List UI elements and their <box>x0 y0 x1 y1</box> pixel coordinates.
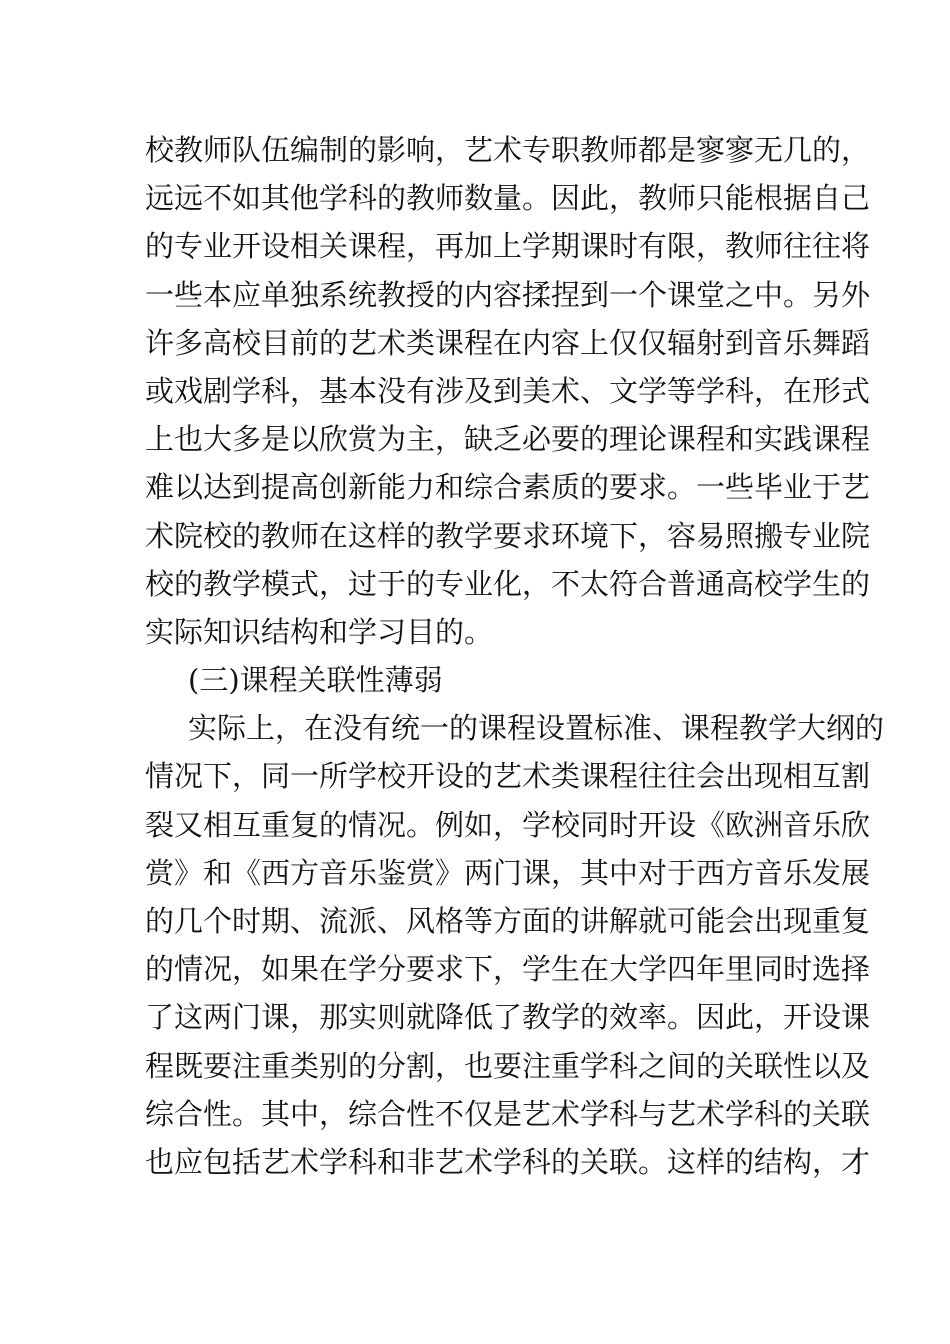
paragraph-1-line-9: 术院校的教师在这样的教学要求环境下，容易照搬专业院 <box>145 518 871 553</box>
paragraph-1-line-7: 上也大多是以欣赏为主，缺乏必要的理论课程和实践课程 <box>145 422 871 457</box>
paragraph-2-line-1: 实际上，在没有统一的课程设置标准、课程教学大纲的 <box>188 711 885 746</box>
document-body <box>145 126 885 1186</box>
paragraph-1-line-8: 难以达到提高创新能力和综合素质的要求。一些毕业于艺 <box>145 470 871 505</box>
paragraph-2-line-8: 程既要注重类别的分割，也要注重学科之间的关联性以及 <box>145 1048 871 1083</box>
paragraph-1-line-6: 或戏剧学科，基本没有涉及到美术、文学等学科，在形式 <box>145 373 871 408</box>
paragraph-2-line-4: 赏》和《西方音乐鉴赏》两门课，其中对于西方音乐发展 <box>145 855 871 890</box>
paragraph-2-line-6: 的情况，如果在学分要求下，学生在大学四年里同时选择 <box>145 952 871 987</box>
paragraph-1-line-4: 一些本应单独系统教授的内容揉捏到一个课堂之中。另外 <box>145 277 871 312</box>
paragraph-1-line-5: 许多高校目前的艺术类课程在内容上仅仅辐射到音乐舞蹈 <box>145 325 871 360</box>
paragraph-1-line-1: 校教师队伍编制的影响，艺术专职教师都是寥寥无几的， <box>145 133 871 167</box>
paragraph-2-line-10: 也应包括艺术学科和非艺术学科的关联。这样的结构，才 <box>145 1144 871 1179</box>
paragraph-2-line-2: 情况下，同一所学校开设的艺术类课程往往会出现相互割 <box>145 759 871 794</box>
paragraph-2-line-7: 了这两门课，那实则就降低了教学的效率。因此，开设课 <box>145 1000 871 1035</box>
paragraph-1-line-11: 实际知识结构和学习目的。 <box>145 614 494 649</box>
paragraph-2-line-9: 综合性。其中，综合性不仅是艺术学科与艺术学科的关联 <box>145 1096 871 1131</box>
paragraph-1-line-2: 远远不如其他学科的教师数量。因此，教师只能根据自己 <box>145 181 871 216</box>
paragraph-2-line-5: 的几个时期、流派、风格等方面的讲解就可能会出现重复 <box>145 904 871 938</box>
paragraph-1-line-10: 校的教学模式，过于的专业化，不太符合普通高校学生的 <box>145 566 871 601</box>
paragraph-2-line-3: 裂又相互重复的情况。例如，学校同时开设《欧洲音乐欣 <box>145 807 871 842</box>
paragraph-1-line-3: 的专业开设相关课程，再加上学期课时有限，教师往往将 <box>145 229 871 264</box>
section-heading: (三)课程关联性薄弱 <box>188 663 443 698</box>
